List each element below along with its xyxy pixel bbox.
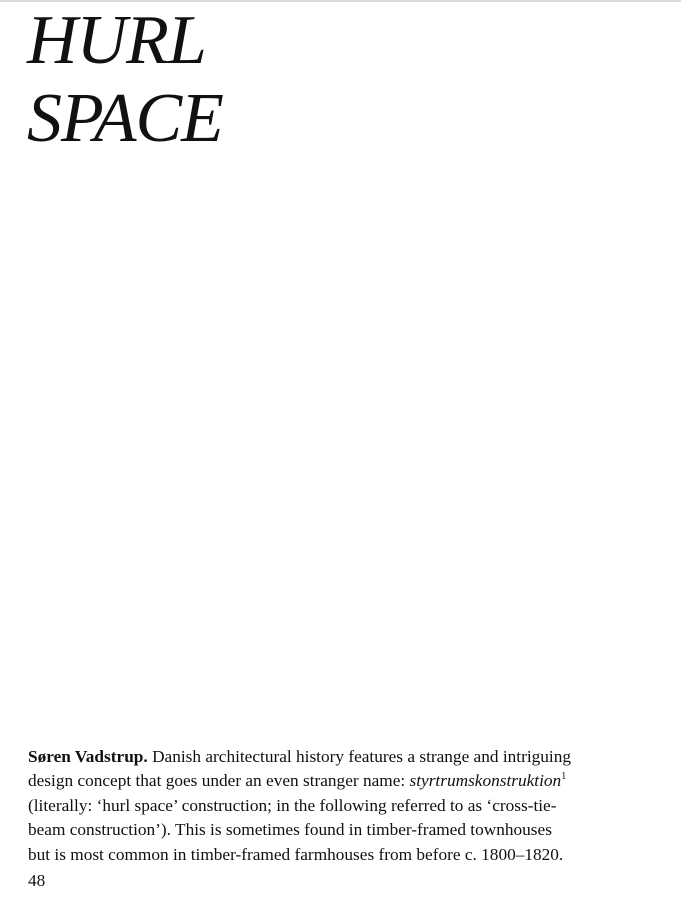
page-title bbox=[27, 2, 223, 158]
author-name: Søren Vadstrup. bbox=[28, 747, 148, 766]
article-line-1 bbox=[28, 745, 658, 769]
page-number: 48 bbox=[28, 871, 46, 890]
title-line-2: SPACE bbox=[27, 80, 223, 157]
article-line-2 bbox=[28, 769, 658, 793]
article-line-5: but is most common in timber-framed farmhouses from before c. 1800–1820. bbox=[28, 844, 564, 864]
title-line-1: HURL bbox=[27, 2, 206, 79]
danish-term: styrtrumskonstruktion bbox=[409, 771, 562, 791]
article-line-4: beam construction’). This is sometimes found in timber-framed townhouses bbox=[28, 820, 552, 840]
article-line-1-text: Danish architectural history features a strange and intriguing bbox=[147, 747, 571, 766]
article-line-3: (literally: ‘hurl space’ construction; in the following referred to as ‘cross-tie- bbox=[28, 795, 557, 815]
article-intro bbox=[28, 745, 658, 867]
article-line-2-text: design concept that goes under an even stranger name: bbox=[28, 771, 410, 791]
footnote-reference[interactable]: 1 bbox=[561, 771, 567, 783]
